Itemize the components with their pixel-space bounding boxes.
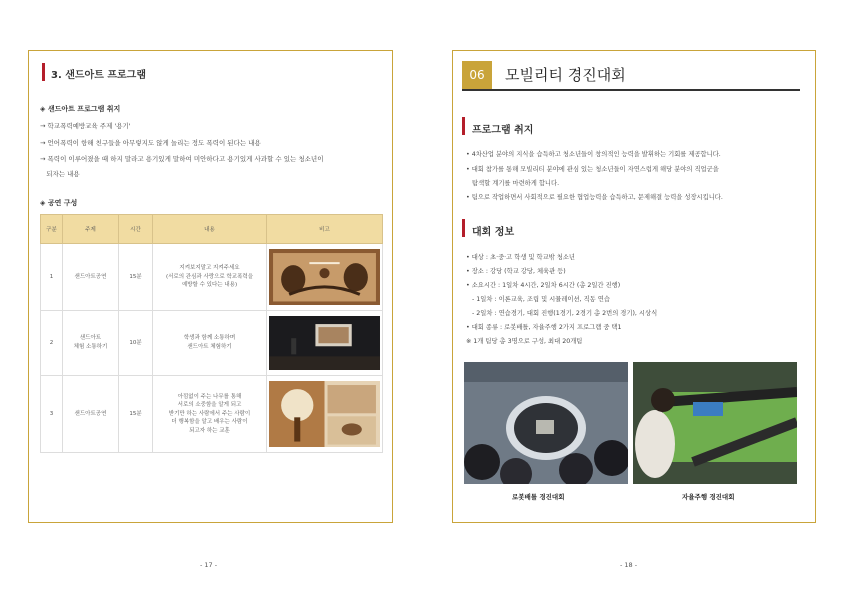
table-header-row	[41, 215, 383, 244]
autonomous-driving-photo	[633, 362, 797, 484]
row-topic: 샌드아트공연	[63, 376, 119, 453]
info-line: - 1일차 : 이론교육, 조립 및 시뮬레이션, 직동 연습	[466, 296, 610, 303]
table-header: 내용	[153, 215, 267, 244]
row-photo-cell	[267, 311, 383, 376]
row-number: 1	[41, 244, 63, 311]
chapter-title: 모빌리티 경진대회	[505, 66, 626, 84]
row-time: 15분	[119, 244, 153, 311]
row-time: 15분	[119, 376, 153, 453]
section-title: 3. 샌드아트 프로그램	[51, 70, 146, 81]
page-number: - 17 -	[200, 561, 218, 569]
info-line: • 대상 : 초·중·고 학생 및 학교밖 청소년	[466, 254, 576, 261]
purpose-line: → 폭력이 이루어졌을 때 하지 말라고 용기있게 말하여 미안하다고 용기있게 사과할 수 있는 청소년이	[40, 155, 324, 163]
auditorium-photo	[269, 316, 380, 370]
info-line: • 소요시간 : 1일차 4시간, 2일차 6시간 (총 2일간 진행)	[466, 282, 621, 289]
purpose-heading: ◈ 샌드아트 프로그램 취지	[40, 105, 121, 113]
info-line: ※ 1개 팀당 총 3명으로 구성, 최대 20개팀	[466, 338, 583, 345]
composition-heading: ◈ 공연 구성	[40, 199, 78, 207]
page-number: - 18 -	[620, 561, 638, 569]
title-divider	[462, 89, 800, 91]
photo-caption: 자율주행 경진대회	[682, 493, 735, 501]
photo-caption: 로봇배틀 경진대회	[512, 493, 565, 501]
row-photo-cell	[267, 244, 383, 311]
row-topic: 샌드아트공연	[63, 244, 119, 311]
table-row	[41, 244, 383, 311]
info-heading: 대회 정보	[472, 227, 515, 238]
row-photo-cell	[267, 376, 383, 453]
program-line: 탐색할 계기를 마련하게 합니다.	[466, 180, 560, 187]
table-header: 시간	[119, 215, 153, 244]
info-line: • 장소 : 강당 (학교 강당, 체육관 등)	[466, 268, 566, 275]
purpose-line: 되자는 내용	[40, 170, 80, 178]
row-content: 지켜보지말고 지켜주세요 (서로의 관심과 사랑으로 학교폭력을 예방할 수 있다는 내용)	[153, 244, 267, 311]
table-row	[41, 311, 383, 376]
sand-art-photo	[269, 249, 380, 306]
program-line: • 팀으로 작업하면서 사회적으로 필요한 협업능력을 습득하고, 문제해결 능력을 성장시킵니다.	[466, 194, 723, 201]
row-time: 10분	[119, 311, 153, 376]
program-line: • 4차산업 분야의 지식을 습득하고 청소년들이 창의적인 능력을 발휘하는 기회를 제공합니다.	[466, 151, 721, 158]
row-content: 아낌없이 주는 나무를 통해 서로의 소중함을 알게 되고 받기만 하는 사람에서 주는 사람이 더 행복함을 알고 배우는 사람이 되고자 하는 교훈	[153, 376, 267, 453]
section-accent-bar	[42, 63, 45, 81]
row-content: 학생과 함께 소통하며 샌드아트 체험하기	[153, 311, 267, 376]
row-number: 3	[41, 376, 63, 453]
table-header: 구분	[41, 215, 63, 244]
row-topic: 샌드아트 체험 소통하기	[63, 311, 119, 376]
tree-sand-art-photo	[269, 381, 380, 448]
section-accent-bar	[462, 219, 465, 237]
robot-battle-photo	[464, 362, 628, 484]
performance-table	[40, 214, 383, 453]
purpose-line: → 학교폭력예방교육 주제 '용기'	[40, 122, 131, 130]
info-line: • 대회 종류 : 로봇배틀, 자율주행 2가지 프로그램 중 택1	[466, 324, 622, 331]
program-line: • 대회 참가를 통해 모빌리티 분야에 관심 있는 청소년들이 자연스럽게 해당 분야의 직업군을	[466, 166, 719, 173]
row-number: 2	[41, 311, 63, 376]
purpose-line: → 언어폭력이 항해 친구들을 아무렇지도 않게 놀리는 정도 폭력이 된다는 내용	[40, 139, 261, 147]
table-header: 비고	[267, 215, 383, 244]
chapter-badge: 06	[462, 61, 492, 89]
table-header: 주제	[63, 215, 119, 244]
table-row	[41, 376, 383, 453]
section-accent-bar	[462, 117, 465, 135]
program-heading: 프로그램 취지	[472, 125, 534, 136]
info-line: - 2일차 : 연습경기, 대회 진행(1경기, 2경기 총 2번의 경기), 시상식	[466, 310, 658, 317]
